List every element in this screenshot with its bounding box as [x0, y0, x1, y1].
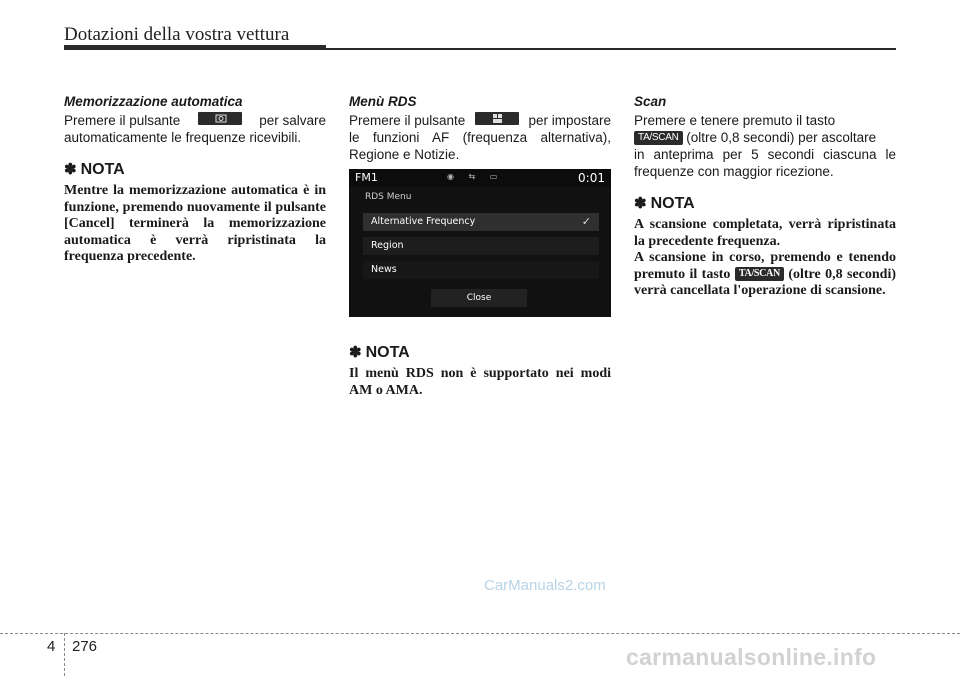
clock: 0:01	[578, 171, 605, 185]
chapter-number: 4	[47, 638, 56, 655]
band-label: FM1	[355, 171, 378, 184]
body-text: in anteprima per 5 secondi ciascuna le frequenze con maggior ricezione.	[634, 147, 896, 179]
menu-button-icon	[475, 112, 519, 125]
menu-item-news[interactable]: News	[363, 261, 599, 279]
nota-star-icon: ✽	[349, 344, 362, 361]
body-line: TA/SCAN (oltre 0,8 secondi) per ascoltare	[634, 129, 896, 146]
rds-menu-screen	[349, 169, 611, 317]
menu-title: RDS Menu	[365, 192, 412, 202]
menu-item-region[interactable]: Region	[363, 237, 599, 255]
header-rule-thin	[326, 48, 896, 50]
body-text: le funzioni AF (frequenza alternativa), Regione e Notizie.	[349, 130, 611, 162]
column-scan	[634, 93, 896, 300]
close-button[interactable]: Close	[431, 289, 527, 307]
watermark-carmanuals: CarManuals2.com	[484, 577, 606, 594]
ta-scan-button-icon: TA/SCAN	[634, 131, 683, 145]
nota-text: Mentre la memorizzazione automatica è in funzione, premendo nuovamente il pulsante [Cancel] terminerà la memorizzazione automatica è verrà ripristinata la frequenza precedente.	[64, 183, 326, 264]
nota-star-icon: ✽	[634, 195, 647, 212]
section-subtitle: Scan	[634, 94, 667, 109]
status-icons: ◉ ⇆ ▭	[447, 172, 504, 181]
section-subtitle: Memorizzazione automatica	[64, 94, 243, 109]
column-autostore	[64, 93, 326, 266]
body-line: Premere il pulsante per impostare	[349, 113, 611, 128]
ta-scan-button-icon: TA/SCAN	[735, 267, 784, 281]
section-subtitle: Menù RDS	[349, 94, 417, 109]
body-text: automaticamente le frequenze ricevibili.	[64, 130, 302, 145]
footer-divider	[64, 633, 65, 676]
nota-heading: ✽ NOTA	[349, 344, 410, 361]
watermark-online: carmanualsonline.info	[626, 644, 877, 670]
nota-text: A scansione completata, verrà ripristinata la precedente frequenza.	[634, 217, 896, 249]
nota-text: A scansione in corso, premendo e tenendo premuto il tasto TA/SCAN (oltre 0,8 secondi) verrà cancellata l'operazione di scansione.	[634, 250, 897, 298]
nota-text: Il menù RDS non è supportato nei modi AM o AMA.	[349, 366, 611, 398]
header-rule-thick	[64, 45, 326, 50]
footer-rule	[0, 633, 960, 634]
nota-heading: ✽ NOTA	[634, 195, 695, 212]
checkmark-icon: ✓	[581, 215, 591, 228]
page-number: 276	[72, 638, 98, 655]
nota-heading: ✽ NOTA	[64, 161, 125, 178]
body-text: Premere e tenere premuto il tasto	[634, 113, 836, 128]
body-line: Premere il pulsante per salvare	[64, 113, 326, 128]
column-rds-menu	[349, 93, 611, 399]
menu-item-alternative-frequency[interactable]: Alternative Frequency ✓	[363, 213, 599, 231]
nota-star-icon: ✽	[64, 161, 77, 178]
page-header-title: Dotazioni della vostra vettura	[64, 24, 290, 45]
autostore-button-icon	[198, 112, 242, 125]
